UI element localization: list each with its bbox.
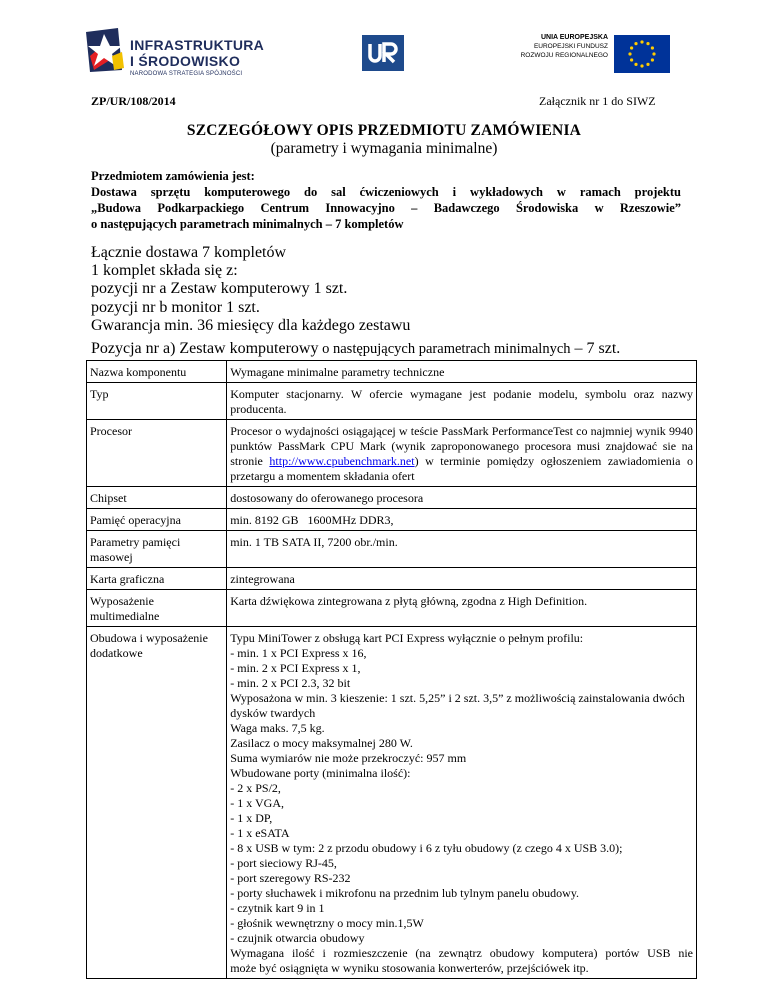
table-header-row — [87, 361, 697, 383]
obudowa-line: - 2 x PS/2, — [230, 781, 281, 795]
table-row — [87, 487, 697, 509]
obudowa-line: Suma wymiarów nie może przekroczyć: 957 mm — [230, 751, 467, 765]
summary-line4: pozycji nr b monitor 1 szt. — [91, 298, 260, 316]
annex-label: Załącznik nr 1 do SIWZ — [539, 94, 656, 108]
university-rzeszow-logo — [362, 35, 404, 71]
position-heading-qty: – 7 szt. — [570, 340, 621, 357]
spec-table — [86, 360, 697, 979]
row-value-multimedia: Karta dźwiękowa zintegrowana z płytą główną, zgodna z High Definition. — [227, 590, 697, 627]
document-number: ZP/UR/108/2014 — [91, 94, 176, 108]
obudowa-line: Wbudowane porty (minimalna ilość): — [230, 766, 411, 780]
row-value-obudowa — [227, 627, 697, 979]
row-name-procesor: Procesor — [87, 420, 227, 487]
obudowa-line: - 1 x eSATA — [230, 826, 290, 840]
eu-line3: ROZWOJU REGIONALNEGO — [520, 52, 608, 59]
obudowa-line: - min. 1 x PCI Express x 16, — [230, 646, 367, 660]
obudowa-line: Wyposażona w min. 3 kieszenie: 1 szt. 5,25” i 2 szt. 3,5” z możliwością zainstalowania dwóch dysków twardych — [230, 691, 685, 720]
obudowa-line: - 1 x DP, — [230, 811, 273, 825]
obudowa-line: - czujnik otwarcia obudowy — [230, 931, 365, 945]
obudowa-line: - czytnik kart 9 in 1 — [230, 901, 325, 915]
obudowa-line: - 1 x VGA, — [230, 796, 284, 810]
logo-is-line3: NARODOWA STRATEGIA SPÓJNOŚCI — [130, 71, 243, 77]
row-name-grafika: Karta graficzna — [87, 568, 227, 590]
summary-line3: pozycji nr a Zestaw komputerowy 1 szt. — [91, 280, 348, 298]
table-row — [87, 383, 697, 420]
eu-line1: UNIA EUROPEJSKA — [540, 34, 608, 41]
eu-line2: EUROPEJSKI FUNDUSZ — [533, 43, 608, 50]
table-row — [87, 627, 697, 979]
cpubenchmark-link[interactable]: http://www.cpubenchmark.net — [269, 454, 415, 468]
position-heading-sub: o następujących parametrach minimalnych — [318, 341, 571, 357]
position-heading — [91, 340, 620, 358]
header-cell-component: Nazwa komponentu — [87, 361, 227, 383]
obudowa-line: Waga maks. 7,5 kg. — [230, 721, 325, 735]
row-value-procesor — [227, 420, 697, 487]
intro-line1: Przedmiotem zamówienia jest: — [91, 169, 255, 183]
table-row — [87, 590, 697, 627]
row-value-chipset: dostosowany do oferowanego procesora — [227, 487, 697, 509]
row-value-typ: Komputer stacjonarny. W ofercie wymagane jest podanie modelu, symbolu oraz nazwy producenta. — [227, 383, 697, 420]
position-heading-main: Pozycja nr a) Zestaw komputerowy — [91, 340, 319, 357]
document-title: SZCZEGÓŁOWY OPIS PRZEDMIOTU ZAMÓWIENIA — [186, 122, 582, 139]
eu-flag-icon — [614, 35, 670, 73]
summary-line2: 1 komplet składa się z: — [91, 262, 238, 280]
header-cell-params: Wymagane minimalne parametry techniczne — [227, 361, 697, 383]
obudowa-line: - port szeregowy RS-232 — [230, 871, 351, 885]
row-name-typ: Typ — [87, 383, 227, 420]
eu-logo — [516, 33, 712, 79]
row-name-pamiec: Pamięć operacyjna — [87, 509, 227, 531]
obudowa-line: Zasilacz o mocy maksymalnej 280 W. — [230, 736, 413, 750]
obudowa-line: Typu MiniTower z obsługą kart PCI Express wyłącznie o pełnym profilu: — [230, 631, 584, 645]
row-value-masowa: min. 1 TB SATA II, 7200 obr./min. — [227, 531, 697, 568]
row-value-pamiec: min. 8192 GB 1600MHz DDR3, — [227, 509, 697, 531]
table-row — [87, 568, 697, 590]
obudowa-line: - 8 x USB w tym: 2 z przodu obudowy i 6 z tyłu obudowy (z czego 4 x USB 3.0); — [230, 841, 623, 855]
procesor-text-b: ) w terminie pomiędzy ogłoszeniem zawiadomienia o przetargu a momentem składania ofert — [230, 454, 693, 483]
intro-block — [91, 168, 681, 232]
obudowa-line: - głośnik wewnętrzny o mocy min.1,5W — [230, 916, 424, 930]
summary-line5: Gwarancja min. 36 miesięcy dla każdego zestawu — [91, 316, 411, 334]
intro-line4: o następujących parametrach minimalnych – 7 kompletów — [91, 217, 404, 231]
obudowa-usb-note-b: może być osiągnięta w wyniku stosowania konwerterów, przejściówek itp. — [230, 961, 589, 975]
table-row — [87, 509, 697, 531]
summary-line1: Łącznie dostawa 7 kompletów — [91, 244, 287, 261]
obudowa-line: - port sieciowy RJ-45, — [230, 856, 337, 870]
logo-is-line2: I ŚRODOWISKO — [130, 53, 241, 69]
intro-line2: Dostawa sprzętu komputerowego do sal ćwiczeniowych i wykładowych w ramach projektu — [91, 185, 681, 199]
procesor-text-a: Procesor o wydajności osiągającej w teście PassMark PerformanceTest co najmniej wynik 9940 punktów PassMark CPU Mark (wynik zaproponowanego procesora musi znajdować sie na stronie — [230, 424, 693, 468]
row-name-chipset: Chipset — [87, 487, 227, 509]
intro-line3: „Budowa Podkarpackiego Centrum Innowacyjno – Badawczego Środowiska w Rzeszowie” — [91, 201, 681, 215]
infrastruktura-srodowisko-logo — [84, 24, 274, 80]
document-subtitle: (parametry i wymagania minimalne) — [270, 140, 498, 157]
row-name-multimedia: Wyposażenie multimedialne — [87, 590, 227, 627]
row-value-grafika: zintegrowana — [227, 568, 697, 590]
star-flag-icon — [84, 26, 126, 74]
delivery-summary — [91, 244, 410, 335]
table-row — [87, 420, 697, 487]
obudowa-line: - porty słuchawek i mikrofonu na przednim lub tylnym panelu obudowy. — [230, 886, 580, 900]
row-name-masowa: Parametry pamięci masowej — [87, 531, 227, 568]
logo-is-line1: INFRASTRUKTURA — [130, 37, 265, 53]
page-header — [0, 0, 768, 90]
row-name-obudowa: Obudowa i wyposażenie dodatkowe — [87, 627, 227, 979]
obudowa-usb-note-a: Wymagana ilość i rozmieszczenie (na zewnątrz obudowy komputera) portów USB nie — [230, 946, 693, 960]
table-row — [87, 531, 697, 568]
obudowa-line: - min. 2 x PCI 2.3, 32 bit — [230, 676, 351, 690]
obudowa-line: - min. 2 x PCI Express x 1, — [230, 661, 361, 675]
